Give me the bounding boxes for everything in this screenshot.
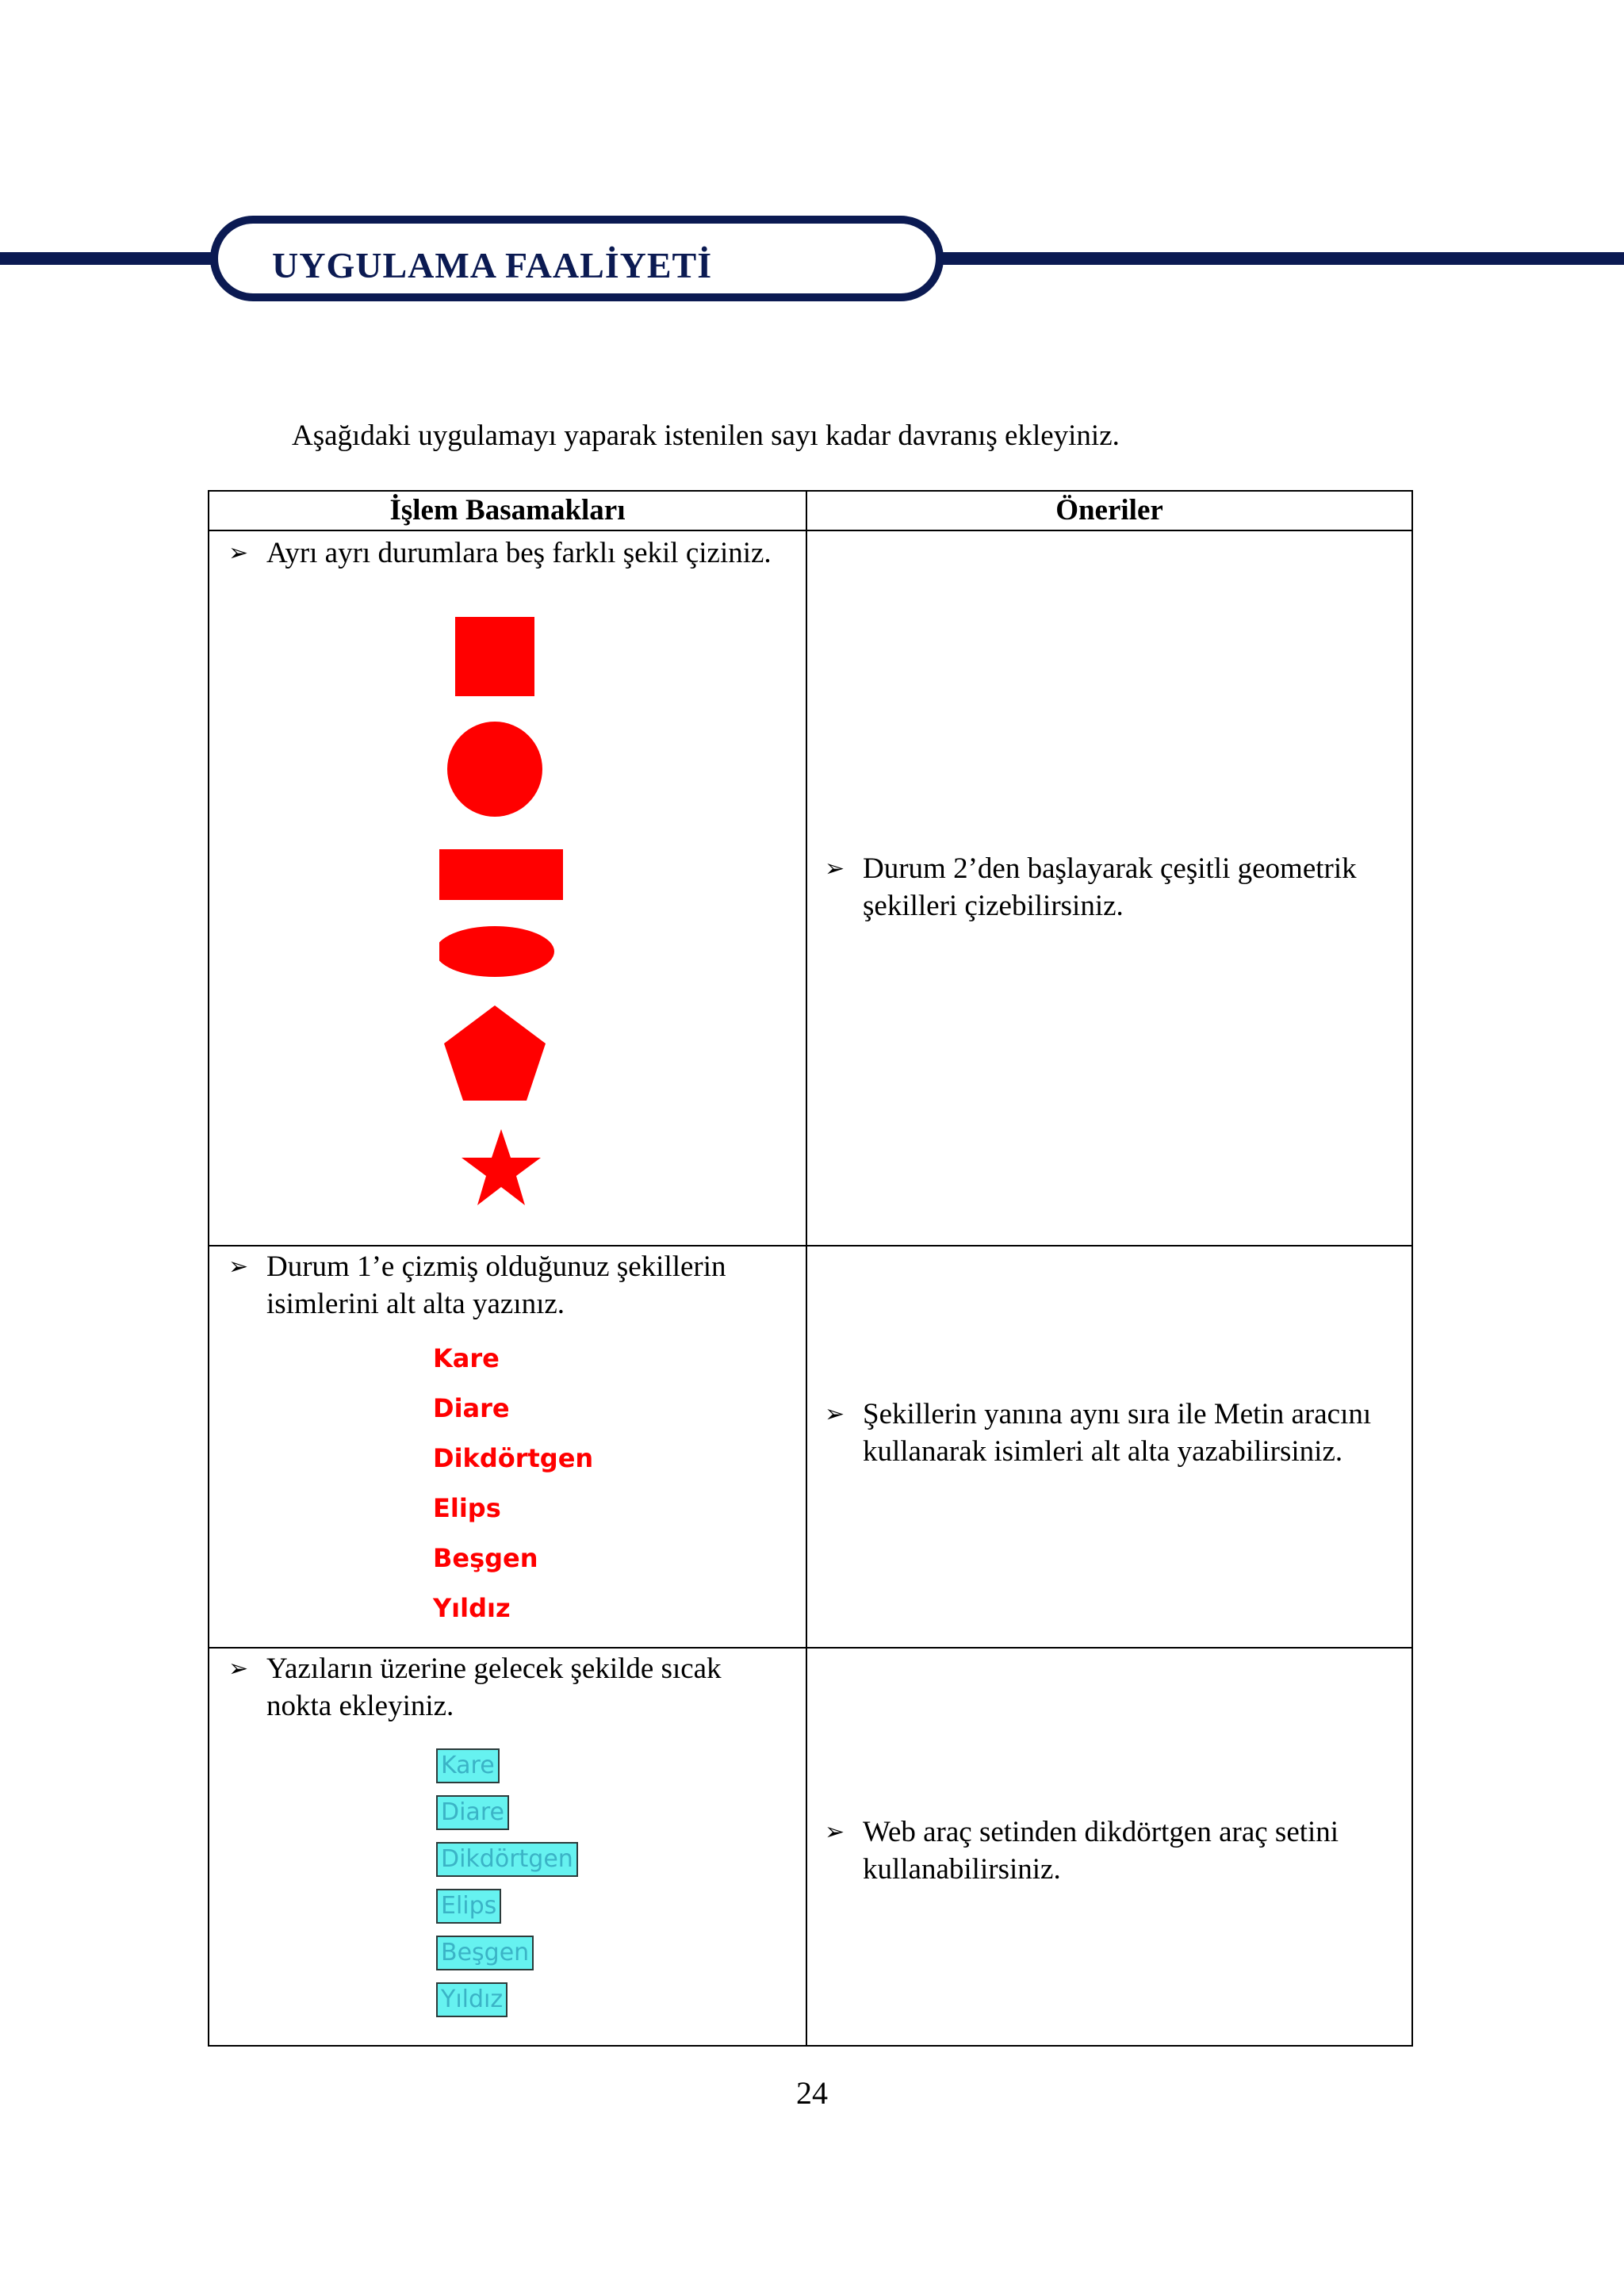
shape-name: Beşgen [433, 1543, 538, 1573]
header-rule-right [936, 252, 1624, 265]
suggestion-2: ➢ Şekillerin yanına aynı sıra ile Metin aracını kullanarak isimleri alt alta yazabilirsiniz. [825, 1396, 1396, 1470]
rectangle-shape [439, 849, 563, 900]
step-1: ➢ Ayrı ayrı durumlara beş farklı şekil çiziniz. [228, 534, 783, 572]
table-row [209, 530, 1412, 1246]
square-shape [455, 617, 534, 696]
hotspot-button[interactable]: Dikdörtgen [436, 1842, 578, 1877]
title-banner [210, 216, 944, 301]
table-row [209, 1246, 1412, 1648]
activity-table [208, 490, 1413, 2047]
header-steps: İşlem Basamakları [209, 491, 806, 530]
page-title: UYGULAMA FAALİYETİ [272, 245, 713, 285]
shape-name: Diare [433, 1393, 510, 1423]
page-number: 24 [796, 2075, 828, 2111]
shape-name: Dikdörtgen [433, 1443, 594, 1473]
suggestion-1: ➢ Durum 2’den başlayarak çeşitli geometrik şekilleri çizebilirsiniz. [825, 850, 1396, 925]
hotspot-button[interactable]: Kare [436, 1748, 500, 1783]
shape-name: Yıldız [433, 1593, 511, 1623]
intro-text: Aşağıdaki uygulamayı yaparak istenilen sayı kadar davranış ekleyiniz. [292, 419, 1120, 452]
star-shape [462, 1129, 541, 1205]
hotspot-button[interactable]: Beşgen [436, 1936, 534, 1970]
arrow-bullet-icon: ➢ [825, 855, 845, 883]
table-row [209, 1648, 1412, 2046]
circle-shape [447, 722, 542, 817]
arrow-bullet-icon: ➢ [825, 1818, 845, 1846]
shapes-illustration [439, 615, 598, 1234]
header-rule-left [0, 252, 222, 265]
arrow-bullet-icon: ➢ [228, 1655, 249, 1683]
step-2: ➢ Durum 1’e çizmiş olduğunuz şekillerin isimlerini alt alta yazınız. [228, 1248, 783, 1323]
suggestion-3: ➢ Web araç setinden dikdörtgen araç setini kullanabilirsiniz. [825, 1813, 1396, 1888]
step-3: ➢ Yazıların üzerine gelecek şekilde sıcak nokta ekleyiniz. [228, 1650, 783, 1725]
shape-name: Elips [433, 1493, 501, 1523]
arrow-bullet-icon: ➢ [228, 539, 249, 567]
shape-name-list [433, 1343, 593, 1643]
hotspot-button[interactable]: Diare [436, 1795, 509, 1830]
ellipse-shape [439, 926, 554, 977]
pentagon-shape [444, 1005, 546, 1101]
hotspot-list [436, 1748, 578, 2029]
shape-name: Kare [433, 1343, 500, 1373]
hotspot-button[interactable]: Elips [436, 1889, 501, 1924]
arrow-bullet-icon: ➢ [825, 1400, 845, 1428]
hotspot-button[interactable]: Yıldız [436, 1982, 508, 2017]
header-suggestions: Öneriler [806, 491, 1412, 530]
arrow-bullet-icon: ➢ [228, 1253, 249, 1281]
